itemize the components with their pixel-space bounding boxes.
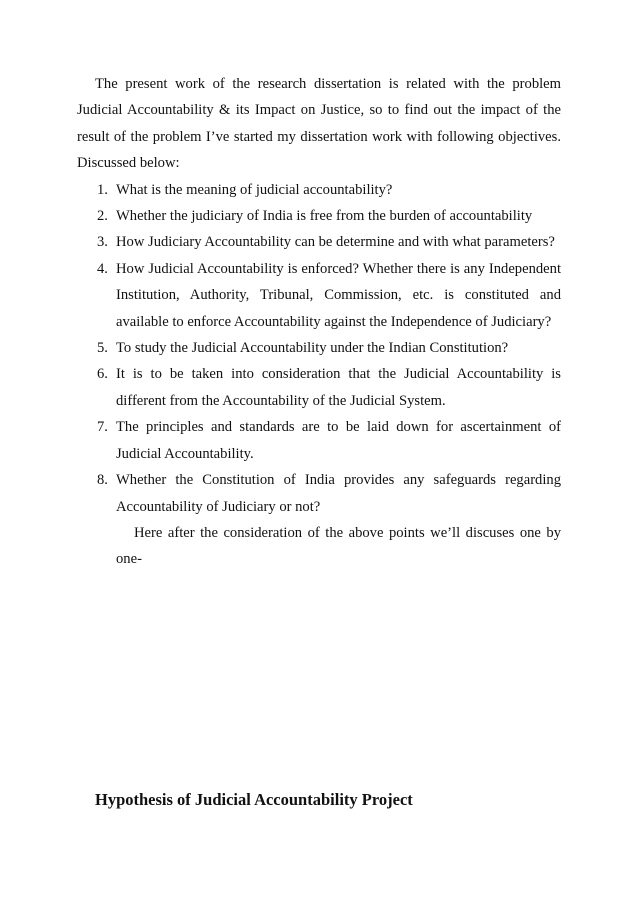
objective-text: To study the Judicial Accountability under the Indian Constitution?: [116, 340, 509, 357]
objective-item: [77, 414, 561, 467]
objective-text: Whether the Constitution of India provides any safeguards regarding Accountability of Judiciary or not?: [116, 472, 561, 515]
closing-paragraph: Here after the consideration of the above points we’ll discuses one by one-: [116, 524, 561, 568]
objective-number: 5.: [97, 340, 108, 357]
objective-item: [77, 467, 561, 520]
objective-item: [77, 361, 561, 414]
objective-item: [77, 335, 561, 361]
objective-number: 8.: [97, 472, 108, 489]
objective-number: 6.: [97, 366, 108, 383]
objective-number: 2.: [97, 208, 108, 225]
objective-text: What is the meaning of judicial accountability?: [116, 181, 393, 198]
objective-number: 4.: [97, 260, 108, 277]
objective-number: 3.: [97, 234, 108, 251]
objective-item: [77, 229, 561, 255]
objective-item: [77, 177, 561, 203]
objective-number: 7.: [97, 419, 108, 436]
section-heading: Hypothesis of Judicial Accountability Project: [95, 790, 413, 809]
objective-text: Whether the judiciary of India is free from the burden of accountability: [116, 208, 533, 225]
intro-paragraph: The present work of the research dissertation is related with the problem Judicial Accountability & its Impact on Justice, so to find out the impact of the result of the problem I’ve started my dissertation work with following objectives. Discussed below:: [77, 76, 561, 172]
objective-item: [77, 203, 561, 229]
objective-text: How Judiciary Accountability can be determine and with what parameters?: [116, 234, 555, 251]
objective-text: It is to be taken into consideration that the Judicial Accountability is different from the Accountability of the Judicial System.: [116, 366, 561, 409]
objective-number: 1.: [97, 181, 108, 198]
objective-text: The principles and standards are to be laid down for ascertainment of Judicial Accountability.: [116, 419, 561, 462]
objective-item: [77, 256, 561, 335]
objective-text: How Judicial Accountability is enforced? Whether there is any Independent Institution, Authority, Tribunal, Commission, etc. is constituted and available to enforce Accountability against the Independence of Judiciary?: [116, 260, 561, 330]
body-text: [77, 71, 561, 573]
objectives-list: [77, 177, 561, 520]
